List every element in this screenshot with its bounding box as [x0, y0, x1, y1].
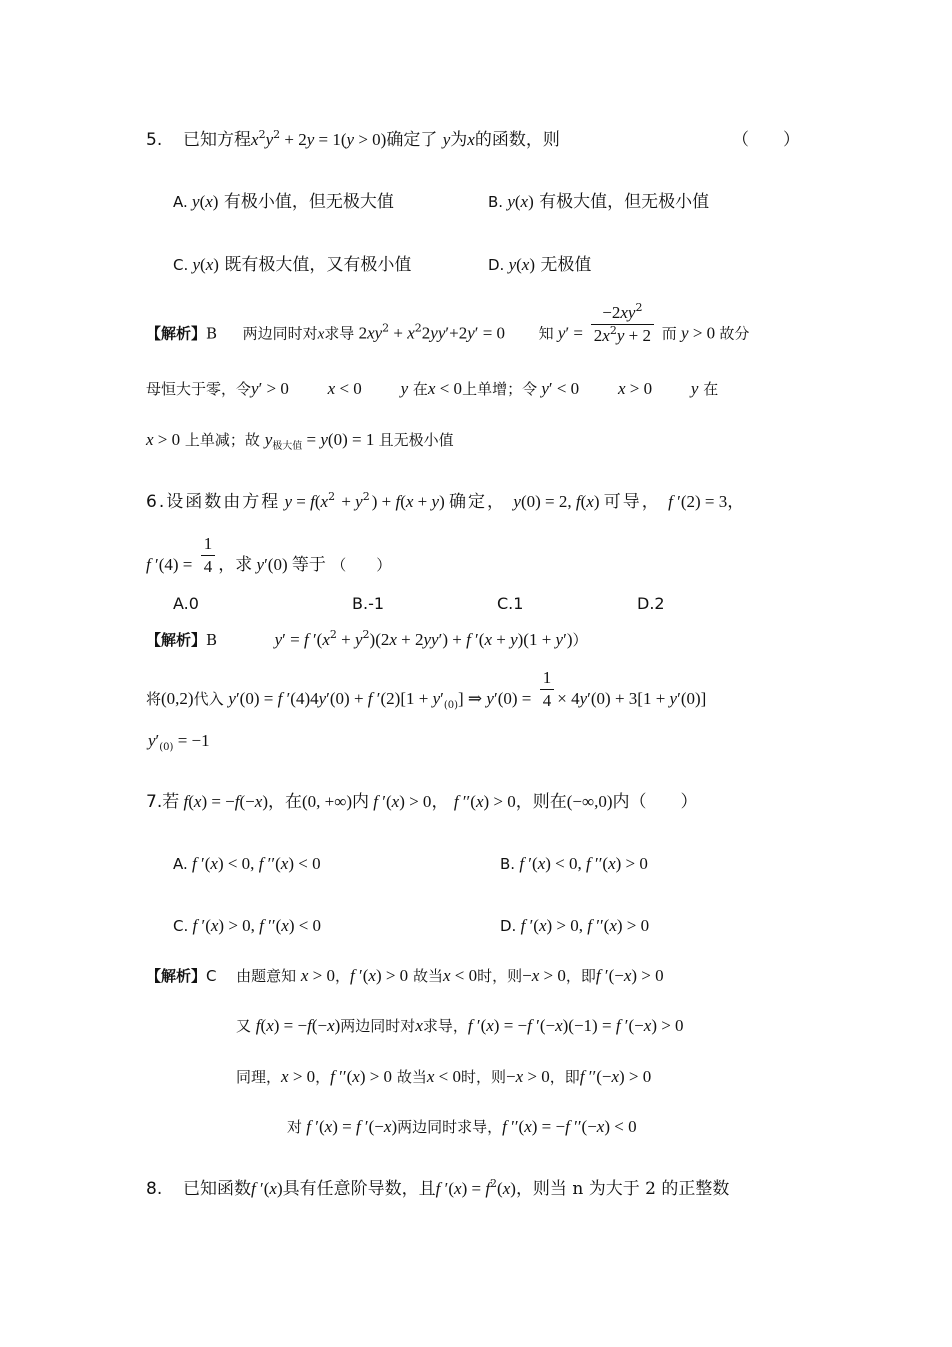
q6-option-b: B.-1	[352, 594, 385, 613]
q6-option-d: D.2	[637, 594, 665, 613]
q6-solution-line3: $y'_{(0)} = -1$	[148, 731, 210, 753]
q7-stem: 7.若 f(x) = −f(−x)，在(0, +∞)内 f ′(x) > 0， f ′′(x) > 0，则在(−∞,0)内（ ）	[146, 792, 698, 812]
q7-solution-line1: 【解析】C 由题意知 x > 0，f ′(x) > 0 故当x < 0时，则−x > 0，即f ′(−x) > 0	[146, 966, 664, 985]
q5-solution-line2: 母恒大于零，令y′ > 0 x < 0 y 在x < 0上单增；令 y′ < 0 x > 0 y 在	[146, 379, 719, 398]
q7-option-b: B. f ′(x) < 0, f ′′(x) > 0	[500, 854, 648, 873]
q5-option-a: A. y(x) 有极小值，但无极大值	[173, 192, 394, 212]
q6-solution-line1: 【解析】B y′ = f $'(x^2 + y^2)(2x + 2yy') + f$ ′(x + y)(1 + y′)）	[146, 628, 588, 649]
q6-option-c: C.1	[497, 594, 524, 613]
q7-solution-line3: 同理，x > 0，f ′′(x) > 0 故当x < 0时，则−x > 0，即f ′′(−x) > 0	[236, 1067, 652, 1086]
q7-option-d: D. f ′(x) > 0, f ′′(x) > 0	[500, 916, 650, 935]
q5-solution-line3: x > 0 上单减；故 $y_{极大值} = y(0) = 1$ 且无极小值	[146, 430, 454, 452]
q6-solution-fraction: $\frac{1}{4}$	[540, 667, 555, 712]
q5-solution-line1: 【解析】B 两边同时对x求导 $2xy^2 + x^22yy'+2y' = 0$ 知 y′ = $\frac{-2xy^2}{2x^2y + 2}$ 而 y > 0 故分	[146, 301, 750, 345]
q5-option-d: D. y(x) 无极值	[488, 255, 592, 275]
q7-solution-line4: 对 f ′(x) = f ′(−x)两边同时求导，f ′′(x) = −f ′′(−x) < 0	[287, 1117, 637, 1136]
q6-option-a: A.0	[173, 594, 199, 613]
q7-solution-line2: 又 f(x) = −f(−x)两边同时对x求导，f ′(x) = −f ′(−x)(−1) = f ′(−x) > 0	[236, 1016, 684, 1035]
q8-stem: 8. 已知函数f ′(x)具有任意阶导数，且f $'(x) = f^2(x)$，则当 n 为大于 2 的正整数	[146, 1177, 730, 1199]
q6-stem-line1: 6.设函数由方程 $y = f(x^2 + y^2) + f(x + y)$ 确定， y(0) = 2, f(x) 可导， f ′(2) = 3，	[146, 490, 747, 512]
q6-solution-line2: 将(0,2)代入 y′(0) = f ′(4)4y′(0) + f $'(2)[1 + y'_{(0)}]$ ⇒ y′(0) = $\frac{1}{4}$ × 4y′(0) + 3[1 + y′(0)]	[146, 668, 707, 711]
q7-option-c: C. f ′(x) > 0, f ′′(x) < 0	[173, 916, 322, 935]
q6-stem-line2: f ′(4) = $\frac{1}{4}$ ，求 y′(0) 等于 （ ）	[146, 534, 392, 576]
q5-option-b: B. y(x) 有极大值，但无极小值	[488, 192, 710, 212]
q5-stem: 5. 已知方程$x^2y^2 + 2y = 1(y > 0)$确定了 y为x的函数，则	[146, 128, 560, 150]
q5-option-c: C. y(x) 既有极大值，又有极小值	[173, 255, 412, 275]
q5-derivative-fraction: $\frac{-2xy^2}{2x^2y + 2}$	[591, 302, 654, 347]
q6-fraction-quarter: $\frac{1}{4}$	[201, 533, 216, 578]
q5-number: 5.	[146, 130, 163, 150]
q5-paren: （ ）	[732, 130, 800, 150]
q7-option-a: A. f ′(x) < 0, f ′′(x) < 0	[173, 854, 321, 873]
